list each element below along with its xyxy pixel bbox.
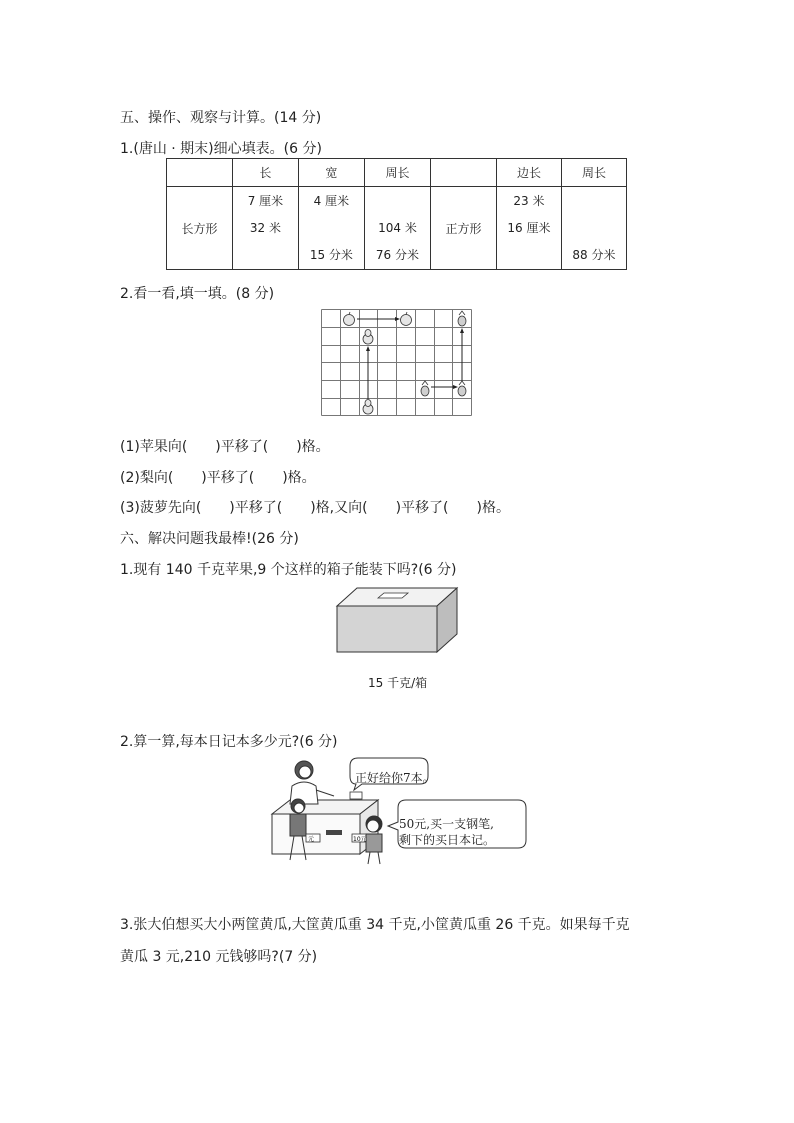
row-label-square: 正方形 bbox=[431, 187, 497, 270]
table-cell-perimeter-2: 88 分米 bbox=[561, 187, 626, 270]
table-header-perimeter-2: 周长 bbox=[561, 159, 626, 187]
speech-bubble-2-line-2: 剩下的买日本记。 bbox=[399, 833, 496, 847]
question-2-part-2: (2)梨向( )平移了( )格。 bbox=[120, 470, 316, 486]
table-header-perimeter: 周长 bbox=[364, 159, 430, 187]
problem-2-label: 2.算一算,每本日记本多少元?(6 分) bbox=[120, 734, 338, 750]
money-note-icon bbox=[350, 792, 362, 799]
pineapple-end-icon bbox=[458, 311, 466, 326]
pear-end-icon bbox=[363, 330, 373, 345]
problem-3-line-2: 黄瓜 3 元,210 元钱够吗?(7 分) bbox=[120, 949, 318, 965]
pineapple-start-icon bbox=[421, 381, 429, 396]
speech-bubble-2-line-1: 50元,买一支钢笔, bbox=[399, 817, 494, 831]
price-tag-2-text: 10元 bbox=[353, 836, 367, 843]
price-tag-1-text: 元 bbox=[308, 836, 315, 843]
table-cell-perimeter: 104 米 76 分米 bbox=[364, 187, 430, 270]
table-header-length: 长 bbox=[232, 159, 298, 187]
fill-in-table bbox=[166, 158, 627, 270]
table-cell-length: 7 厘米 32 米 bbox=[232, 187, 298, 270]
counter bbox=[272, 800, 378, 854]
section-5-title: 五、操作、观察与计算。(14 分) bbox=[120, 110, 322, 126]
boy-right-figure bbox=[366, 816, 382, 864]
table-header-empty-2 bbox=[431, 159, 497, 187]
row-label-rectangle: 长方形 bbox=[167, 187, 233, 270]
question-2-part-1: (1)苹果向( )平移了( )格。 bbox=[120, 439, 330, 455]
notebook-icon bbox=[326, 830, 342, 835]
speech-bubble-1-text: 正好给你7本。 bbox=[355, 771, 435, 785]
speech-bubble-2-text bbox=[399, 816, 495, 848]
table-header-side: 边长 bbox=[496, 159, 561, 187]
teacher-figure bbox=[290, 761, 334, 804]
table-cell-width: 4 厘米 15 分米 bbox=[298, 187, 364, 270]
apple-arrow-icon bbox=[357, 317, 400, 321]
translation-grid-figure bbox=[321, 309, 473, 417]
box-illustration bbox=[333, 586, 461, 654]
pineapple-right-arrow-icon bbox=[431, 385, 458, 389]
table-header-empty bbox=[167, 159, 233, 187]
box-caption: 15 千克/箱 bbox=[368, 676, 428, 690]
question-2-part-3: (3)菠萝先向( )平移了( )格,又向( )平移了( )格。 bbox=[120, 500, 510, 516]
pineapple-up-arrow-icon bbox=[460, 328, 464, 381]
question-1-label: 1.(唐山 · 期末)细心填表。(6 分) bbox=[120, 141, 322, 157]
section-6-title: 六、解决问题我最棒!(26 分) bbox=[120, 531, 299, 547]
apple-end-icon bbox=[401, 312, 412, 326]
apple-start-icon bbox=[344, 312, 355, 326]
question-2-label: 2.看一看,填一填。(8 分) bbox=[120, 286, 275, 302]
pear-start-icon bbox=[363, 400, 373, 415]
problem-3-line-1: 3.张大伯想买大小两筐黄瓜,大筐黄瓜重 34 千克,小筐黄瓜重 26 千克。如果每千克 bbox=[120, 917, 630, 933]
problem-1-label: 1.现有 140 千克苹果,9 个这样的箱子能装下吗?(6 分) bbox=[120, 562, 457, 578]
table-header-width: 宽 bbox=[298, 159, 364, 187]
table-cell-side: 23 米 16 厘米 bbox=[496, 187, 561, 270]
pear-arrow-icon bbox=[366, 346, 370, 399]
pineapple-mid-icon bbox=[458, 381, 466, 396]
